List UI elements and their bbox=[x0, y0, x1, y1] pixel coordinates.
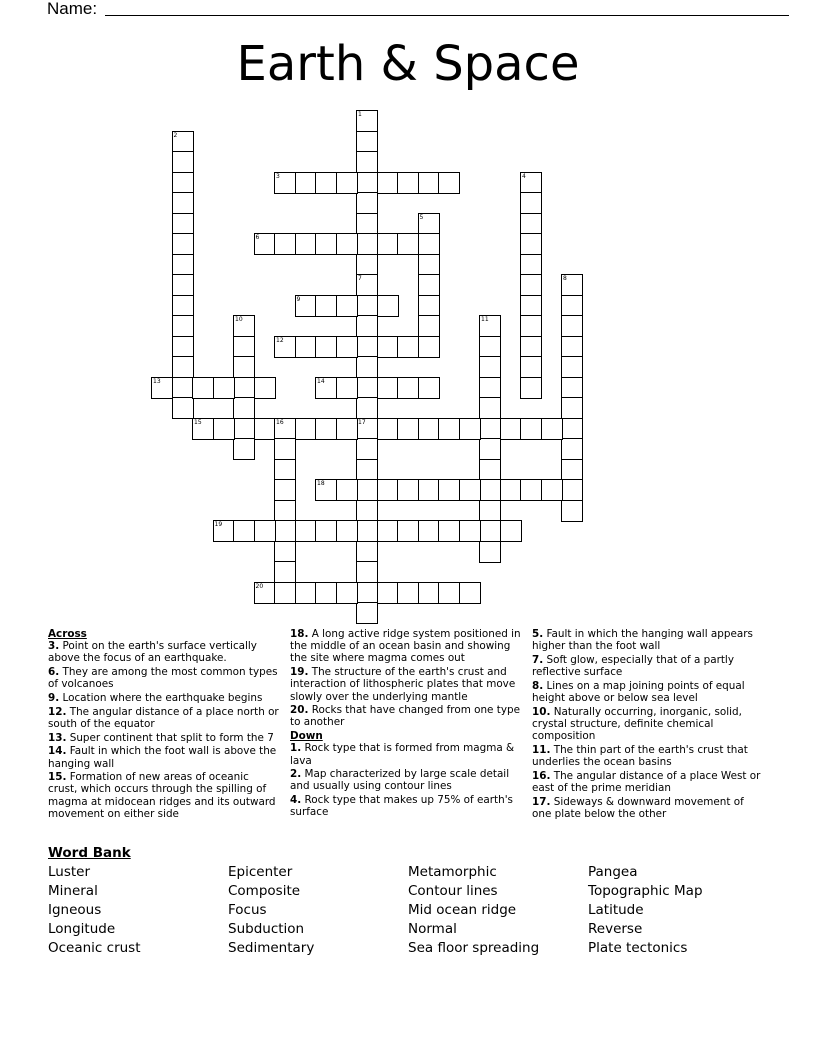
name-field[interactable] bbox=[47, 0, 747, 18]
grid-cell[interactable] bbox=[213, 418, 235, 440]
grid-cell[interactable] bbox=[500, 479, 522, 501]
grid-cell[interactable] bbox=[438, 479, 460, 501]
grid-cell[interactable] bbox=[418, 254, 440, 276]
grid-cell[interactable] bbox=[356, 131, 378, 153]
grid-cell[interactable] bbox=[520, 336, 542, 358]
grid-cell[interactable] bbox=[213, 520, 235, 542]
grid-cell[interactable] bbox=[561, 377, 583, 399]
grid-cell[interactable] bbox=[295, 418, 317, 440]
grid-cell[interactable] bbox=[274, 418, 296, 440]
grid-cell[interactable] bbox=[377, 582, 399, 604]
grid-cell[interactable] bbox=[397, 479, 419, 501]
grid-cell[interactable] bbox=[172, 336, 194, 358]
clue-number: 18 bbox=[317, 480, 325, 487]
clue-number: 13 bbox=[153, 377, 161, 385]
grid-cell[interactable] bbox=[254, 418, 276, 440]
word-bank-item: Reverse bbox=[588, 921, 643, 937]
grid-cell[interactable] bbox=[356, 541, 378, 563]
grid-cell[interactable] bbox=[172, 274, 194, 296]
clue-number: 3 bbox=[276, 172, 280, 180]
clue-number: 7 bbox=[358, 275, 362, 282]
clue-down-2: 2. Map characterized by large scale detail and usually using contour lines bbox=[290, 768, 510, 793]
grid-cell[interactable] bbox=[315, 520, 337, 542]
grid-cell[interactable] bbox=[541, 479, 563, 501]
clue-down-8: 8. Lines on a map joining points of equal height above or below sea level bbox=[532, 679, 745, 705]
grid-cell[interactable] bbox=[561, 315, 583, 337]
word-bank-item: Normal bbox=[408, 921, 457, 937]
grid-cell[interactable] bbox=[561, 397, 583, 419]
grid-cell[interactable] bbox=[438, 418, 460, 440]
clue-number: 5 bbox=[419, 213, 424, 221]
grid-cell[interactable] bbox=[520, 295, 542, 317]
clue-down-7: 7. Soft glow, especially that of a partly reflective surface bbox=[532, 653, 734, 679]
grid-cell[interactable] bbox=[274, 561, 296, 583]
word-bank-column-3 bbox=[408, 863, 539, 958]
grid-cell[interactable] bbox=[151, 377, 173, 399]
grid-cell[interactable] bbox=[233, 520, 255, 542]
clue-number: 4 bbox=[522, 172, 526, 180]
grid-cell[interactable] bbox=[520, 479, 542, 501]
word-bank-item: Plate tectonics bbox=[588, 940, 688, 956]
grid-cell[interactable] bbox=[438, 582, 460, 604]
grid-cell[interactable] bbox=[479, 356, 501, 378]
grid-cell[interactable] bbox=[377, 172, 399, 194]
grid-cell[interactable] bbox=[295, 172, 317, 194]
grid-cell[interactable] bbox=[315, 336, 337, 358]
word-bank-item: Oceanic crust bbox=[48, 940, 141, 956]
grid-cell[interactable] bbox=[356, 479, 378, 501]
clue-across-18: 18. A long active ridge system positioned in the middle of an ocean basin and showing the site where magma comes out bbox=[290, 628, 521, 665]
word-bank-item: Topographic Map bbox=[588, 883, 703, 899]
grid-cell[interactable] bbox=[356, 295, 378, 317]
clue-number: 14 bbox=[317, 377, 325, 385]
grid-cell[interactable] bbox=[254, 233, 276, 255]
grid-cell[interactable] bbox=[520, 192, 542, 214]
clue-number: 16 bbox=[276, 418, 284, 426]
grid-cell[interactable] bbox=[541, 418, 563, 440]
grid-cell[interactable] bbox=[295, 336, 317, 358]
grid-cell[interactable] bbox=[377, 295, 399, 317]
grid-cell[interactable] bbox=[520, 213, 542, 235]
grid-cell[interactable] bbox=[520, 233, 542, 255]
grid-cell[interactable] bbox=[274, 520, 296, 542]
grid-cell[interactable] bbox=[356, 274, 378, 296]
word-bank-item: Composite bbox=[228, 883, 301, 899]
grid-cell[interactable] bbox=[397, 172, 419, 194]
grid-cell[interactable] bbox=[479, 315, 501, 337]
puzzle-title: Earth & Space bbox=[236, 36, 580, 92]
grid-cell[interactable] bbox=[438, 520, 460, 542]
grid-cell[interactable] bbox=[397, 233, 419, 255]
grid-cell[interactable] bbox=[213, 377, 235, 399]
grid-cell[interactable] bbox=[315, 418, 337, 440]
grid-cell[interactable] bbox=[356, 315, 378, 337]
grid-cell[interactable] bbox=[233, 336, 255, 358]
word-bank-item: Latitude bbox=[588, 902, 644, 918]
word-bank-item: Focus bbox=[228, 902, 267, 918]
grid-cell[interactable] bbox=[315, 295, 337, 317]
grid-cell[interactable] bbox=[418, 172, 440, 194]
grid-cell[interactable] bbox=[192, 377, 214, 399]
clue-across-9: 9. Location where the earthquake begins bbox=[48, 692, 263, 705]
grid-cell[interactable] bbox=[356, 418, 378, 440]
grid-cell[interactable] bbox=[233, 377, 255, 399]
grid-cell[interactable] bbox=[336, 582, 358, 604]
word-bank-item: Contour lines bbox=[408, 883, 498, 899]
grid-cell[interactable] bbox=[418, 336, 440, 358]
clue-across-3: 3. Point on the earth's surface vertically above the focus of an earthquake. bbox=[48, 640, 257, 665]
grid-cell[interactable] bbox=[254, 582, 276, 604]
grid-cell[interactable] bbox=[479, 520, 501, 542]
grid-cell[interactable] bbox=[520, 356, 542, 378]
grid-cell[interactable] bbox=[520, 254, 542, 276]
clue-across-15: 15. Formation of new areas of oceanic crust, which occurs through the spilling of magma at midocean ridges and its outward movement on either side bbox=[48, 771, 276, 820]
grid-cell[interactable] bbox=[397, 377, 419, 399]
grid-cell[interactable] bbox=[520, 315, 542, 337]
word-bank-column-4 bbox=[588, 863, 703, 958]
grid-cell[interactable] bbox=[274, 541, 296, 563]
grid-cell[interactable] bbox=[500, 418, 522, 440]
grid-cell[interactable] bbox=[418, 213, 440, 235]
word-bank-item: Sea floor spreading bbox=[408, 940, 540, 956]
grid-cell[interactable] bbox=[315, 172, 337, 194]
clue-across-19: 19. The structure of the earth's crust and interaction of lithospheric plates that move slowly over the underlying mantle bbox=[290, 666, 516, 703]
grid-cell[interactable] bbox=[356, 602, 378, 624]
grid-cell[interactable] bbox=[520, 172, 542, 194]
grid-cell[interactable] bbox=[274, 582, 296, 604]
word-bank-column-1 bbox=[48, 863, 141, 958]
grid-cell[interactable] bbox=[336, 172, 358, 194]
word-bank-item: Igneous bbox=[48, 902, 102, 918]
clue-number: 2 bbox=[173, 131, 178, 139]
grid-cell[interactable] bbox=[397, 336, 419, 358]
grid-cell[interactable] bbox=[295, 295, 317, 317]
grid-cell[interactable] bbox=[418, 233, 440, 255]
clue-number: 8 bbox=[563, 275, 567, 282]
grid-cell[interactable] bbox=[274, 233, 296, 255]
grid-cell[interactable] bbox=[274, 172, 296, 194]
grid-cell[interactable] bbox=[479, 541, 501, 563]
grid-cell[interactable] bbox=[418, 274, 440, 296]
grid-cell[interactable] bbox=[315, 377, 337, 399]
grid-cell[interactable] bbox=[336, 233, 358, 255]
grid-cell[interactable] bbox=[479, 377, 501, 399]
grid-cell[interactable] bbox=[356, 172, 378, 194]
grid-cell[interactable] bbox=[356, 151, 378, 173]
grid-cell[interactable] bbox=[561, 295, 583, 317]
grid-cell[interactable] bbox=[172, 131, 194, 153]
grid-cell[interactable] bbox=[438, 172, 460, 194]
grid-cell[interactable] bbox=[520, 377, 542, 399]
grid-cell[interactable] bbox=[336, 336, 358, 358]
clue-across-12: 12. The angular distance of a place north or south of the equator bbox=[48, 705, 279, 730]
grid-cell[interactable] bbox=[172, 213, 194, 235]
word-bank-item: Mineral bbox=[48, 883, 98, 899]
clue-number: 10 bbox=[235, 316, 243, 323]
clue-across-14: 14. Fault in which the foot wall is above the hanging wall bbox=[48, 745, 277, 770]
grid-cell[interactable] bbox=[479, 459, 501, 481]
grid-cell[interactable] bbox=[377, 479, 399, 501]
word-bank-item: Metamorphic bbox=[408, 864, 497, 880]
grid-cell[interactable] bbox=[172, 151, 194, 173]
grid-cell[interactable] bbox=[233, 356, 255, 378]
grid-cell[interactable] bbox=[479, 438, 501, 460]
grid-cell[interactable] bbox=[295, 233, 317, 255]
grid-cell[interactable] bbox=[356, 500, 378, 522]
grid-cell[interactable] bbox=[356, 336, 378, 358]
clue-number: 15 bbox=[194, 418, 202, 426]
grid-cell[interactable] bbox=[561, 418, 583, 440]
grid-cell[interactable] bbox=[356, 438, 378, 460]
grid-cell[interactable] bbox=[172, 397, 194, 419]
clues-column-1 bbox=[48, 628, 280, 822]
word-bank-item: Subduction bbox=[228, 921, 305, 937]
word-bank-title: Word Bank bbox=[48, 845, 131, 861]
grid-cell[interactable] bbox=[459, 479, 481, 501]
name-underline bbox=[105, 15, 789, 16]
grid-cell[interactable] bbox=[172, 356, 194, 378]
grid-cell[interactable] bbox=[315, 479, 337, 501]
clue-number: 6 bbox=[255, 234, 260, 241]
grid-cell[interactable] bbox=[418, 520, 440, 542]
grid-cell[interactable] bbox=[233, 397, 255, 419]
grid-cell[interactable] bbox=[315, 233, 337, 255]
grid-cell[interactable] bbox=[561, 274, 583, 296]
clue-number: 12 bbox=[276, 336, 284, 344]
grid-cell[interactable] bbox=[479, 418, 501, 440]
grid-cell[interactable] bbox=[254, 377, 276, 399]
grid-cell[interactable] bbox=[172, 315, 194, 337]
grid-cell[interactable] bbox=[397, 582, 419, 604]
clue-down-16: 16. The angular distance of a place West or east of the prime meridian bbox=[532, 769, 761, 794]
grid-cell[interactable] bbox=[418, 377, 440, 399]
clue-number: 17 bbox=[358, 418, 366, 426]
grid-cell[interactable] bbox=[356, 397, 378, 419]
grid-cell[interactable] bbox=[356, 192, 378, 214]
grid-cell[interactable] bbox=[295, 582, 317, 604]
clues-column-2 bbox=[290, 628, 526, 820]
across-heading: Across bbox=[48, 628, 87, 640]
grid-cell[interactable] bbox=[172, 254, 194, 276]
clue-across-13: 13. Super continent that split to form the 7 bbox=[48, 731, 274, 744]
grid-cell[interactable] bbox=[479, 336, 501, 358]
down-heading: Down bbox=[290, 730, 323, 743]
grid-cell[interactable] bbox=[479, 397, 501, 419]
grid-cell[interactable] bbox=[418, 479, 440, 501]
word-bank-item: Pangea bbox=[588, 864, 638, 880]
clue-number: 11 bbox=[481, 316, 489, 323]
grid-cell[interactable] bbox=[561, 438, 583, 460]
grid-cell[interactable] bbox=[356, 459, 378, 481]
grid-cell[interactable] bbox=[233, 438, 255, 460]
grid-cell[interactable] bbox=[418, 582, 440, 604]
grid-cell[interactable] bbox=[561, 479, 583, 501]
grid-cell[interactable] bbox=[459, 520, 481, 542]
grid-cell[interactable] bbox=[172, 172, 194, 194]
clue-across-6: 6. They are among the most common types of volcanoes bbox=[48, 666, 278, 691]
grid-cell[interactable] bbox=[336, 479, 358, 501]
grid-cell[interactable] bbox=[172, 233, 194, 255]
word-bank-item: Epicenter bbox=[228, 864, 293, 880]
grid-cell[interactable] bbox=[377, 520, 399, 542]
clues-column-3 bbox=[532, 628, 764, 822]
grid-cell[interactable] bbox=[274, 336, 296, 358]
word-bank-item: Mid ocean ridge bbox=[408, 902, 517, 918]
grid-cell[interactable] bbox=[459, 418, 481, 440]
grid-cell[interactable] bbox=[233, 315, 255, 337]
clue-down-17: 17. Sideways & downward movement of one plate below the other bbox=[532, 795, 744, 820]
grid-cell[interactable] bbox=[356, 377, 378, 399]
clue-across-20: 20. Rocks that have changed from one type to another bbox=[290, 704, 520, 729]
grid-cell[interactable] bbox=[479, 479, 501, 501]
grid-cell[interactable] bbox=[274, 479, 296, 501]
grid-cell[interactable] bbox=[336, 295, 358, 317]
grid-cell[interactable] bbox=[459, 582, 481, 604]
grid-cell[interactable] bbox=[561, 500, 583, 522]
grid-cell[interactable] bbox=[254, 520, 276, 542]
word-bank-item: Sedimentary bbox=[228, 940, 315, 956]
grid-cell[interactable] bbox=[192, 418, 214, 440]
grid-cell[interactable] bbox=[561, 459, 583, 481]
grid-cell[interactable] bbox=[418, 295, 440, 317]
grid-cell[interactable] bbox=[520, 418, 542, 440]
clue-down-10: 10. Naturally occurring, inorganic, solid, crystal structure, definite chemical composition bbox=[532, 705, 742, 743]
clue-down-1: 1. Rock type that is formed from magma & lava bbox=[290, 742, 515, 767]
grid-cell[interactable] bbox=[356, 213, 378, 235]
word-bank-item: Longitude bbox=[48, 921, 116, 937]
clue-number: 9 bbox=[296, 295, 301, 303]
grid-cell[interactable] bbox=[356, 233, 378, 255]
grid-cell[interactable] bbox=[274, 500, 296, 522]
name-label: Name: bbox=[47, 0, 98, 18]
clue-number: 1 bbox=[358, 111, 362, 118]
grid-cell[interactable] bbox=[356, 356, 378, 378]
grid-cell[interactable] bbox=[377, 233, 399, 255]
clue-down-5: 5. Fault in which the hanging wall appears higher than the foot wall bbox=[532, 628, 753, 653]
grid-cell[interactable] bbox=[295, 520, 317, 542]
grid-cell[interactable] bbox=[520, 274, 542, 296]
grid-cell[interactable] bbox=[479, 500, 501, 522]
grid-cell[interactable] bbox=[172, 295, 194, 317]
grid-cell[interactable] bbox=[418, 418, 440, 440]
grid-cell[interactable] bbox=[356, 520, 378, 542]
clue-down-4: 4. Rock type that makes up 75% of earth's surface bbox=[290, 794, 513, 819]
grid-cell[interactable] bbox=[356, 582, 378, 604]
grid-cell[interactable] bbox=[500, 520, 522, 542]
word-bank-column-2 bbox=[228, 863, 314, 958]
clue-number: 19 bbox=[214, 521, 223, 528]
grid-cell[interactable] bbox=[274, 459, 296, 481]
grid-cell[interactable] bbox=[356, 254, 378, 276]
grid-cell[interactable] bbox=[356, 110, 378, 132]
grid-cell[interactable] bbox=[561, 356, 583, 378]
grid-cell[interactable] bbox=[377, 336, 399, 358]
grid-cell[interactable] bbox=[172, 377, 194, 399]
word-bank-item: Luster bbox=[48, 864, 91, 880]
grid-cell[interactable] bbox=[233, 418, 255, 440]
grid-cell[interactable] bbox=[274, 438, 296, 460]
grid-cell[interactable] bbox=[377, 377, 399, 399]
grid-cell[interactable] bbox=[377, 418, 399, 440]
grid-cell[interactable] bbox=[418, 315, 440, 337]
grid-cell[interactable] bbox=[172, 192, 194, 214]
grid-cell[interactable] bbox=[336, 377, 358, 399]
grid-cell[interactable] bbox=[397, 520, 419, 542]
grid-cell[interactable] bbox=[315, 582, 337, 604]
grid-cell[interactable] bbox=[561, 336, 583, 358]
clue-number: 20 bbox=[255, 582, 264, 590]
grid-cell[interactable] bbox=[356, 561, 378, 583]
clue-down-11: 11. The thin part of the earth's crust that underlies the ocean basins bbox=[532, 743, 748, 769]
grid-cell[interactable] bbox=[336, 520, 358, 542]
grid-cell[interactable] bbox=[336, 418, 358, 440]
grid-cell[interactable] bbox=[397, 418, 419, 440]
